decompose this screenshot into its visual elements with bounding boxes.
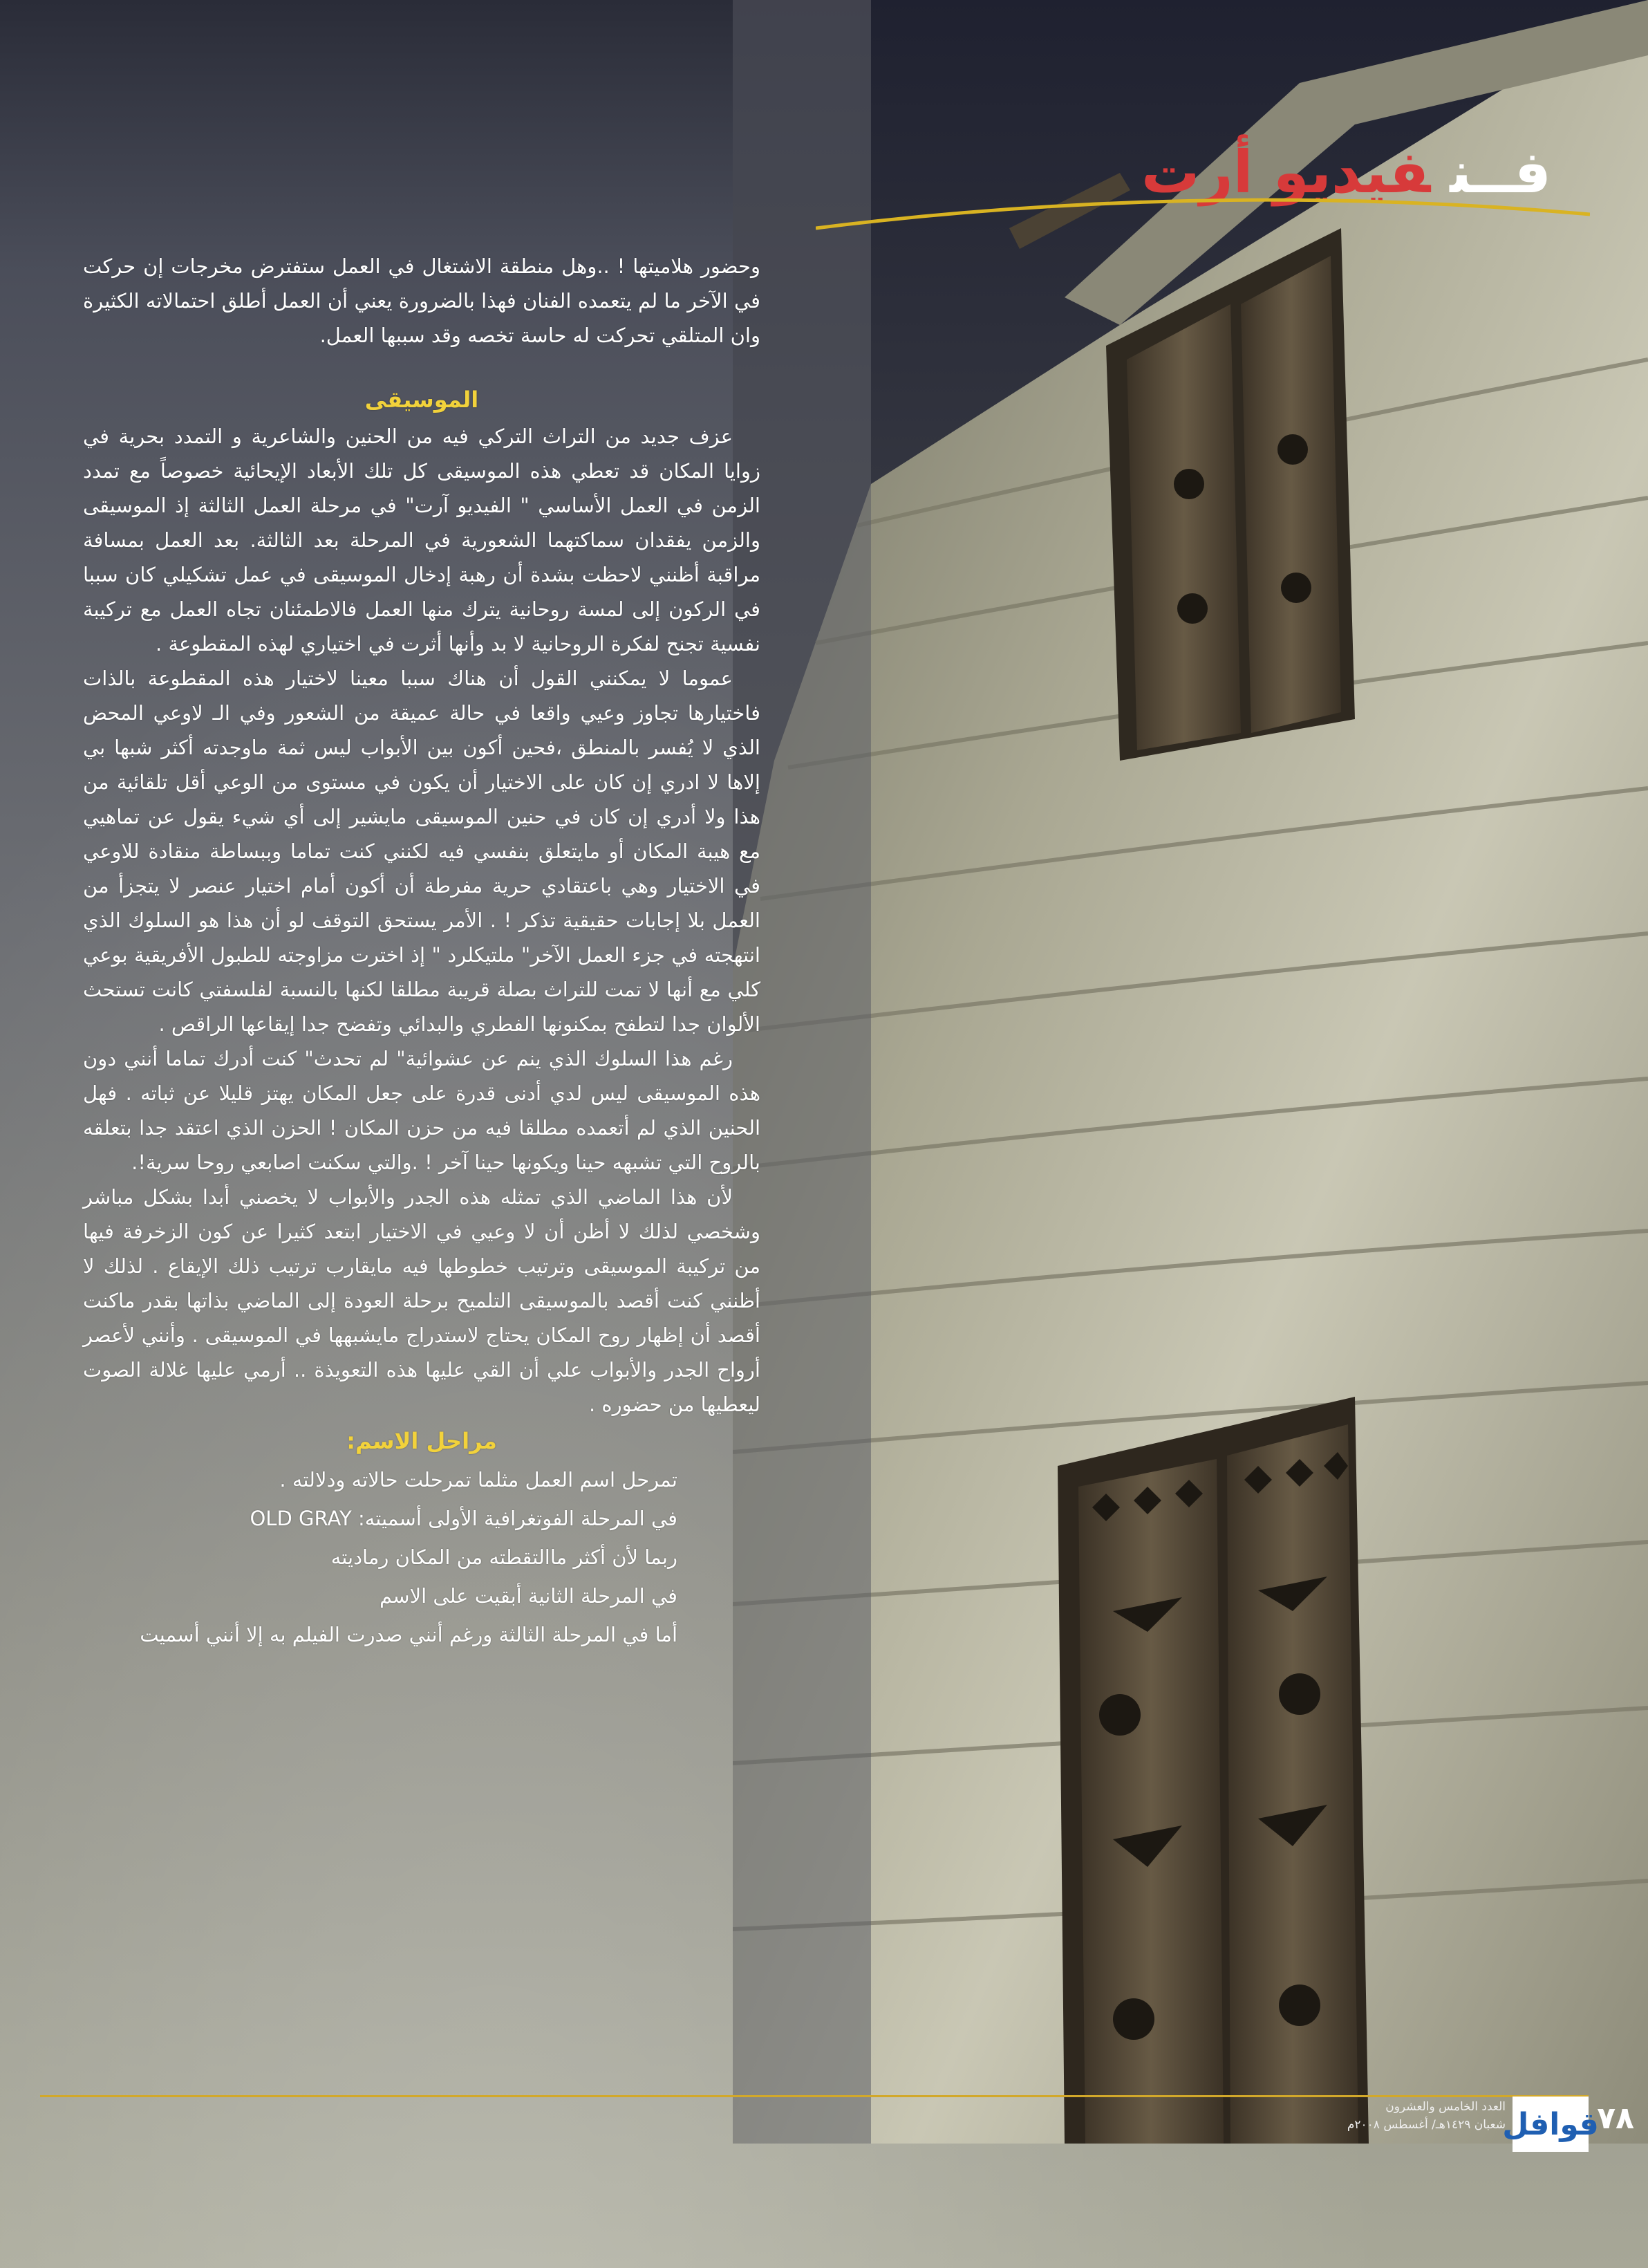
- issue-number: العدد الخامس والعشرون: [1385, 2100, 1506, 2114]
- stages-line: أما في المرحلة الثالثة ورغم أنني صدرت الفيلم به إلا أنني أسميت: [140, 1623, 677, 1646]
- building-photo: [733, 0, 1648, 2144]
- music-paragraph: رغم هذا السلوك الذي ينم عن عشوائية" لم تحدث" كنت أدرك تماما أنني دون هذه الموسيقى ليس لدي أدنى قدرة على جعل المكان يهتز قليلا عن ثباته . فهل الحنين الذي لم أتعمده مطلقا فيه من حزن المكان ! الحزن الذي اعتقد جدا بتعلقه بالروح التي تشبهه حينا ويكونها حينا آخر ! .والتي سكنت اصابعي روحا سرية!.: [83, 1047, 760, 1174]
- stages-list: [83, 1460, 760, 1654]
- issue-date: شعبان ١٤٢٩هـ/ أغسطس ٢٠٠٨م: [1347, 2118, 1506, 2132]
- music-paragraph: عموما لا يمكنني القول أن هناك سببا معينا لاختيار هذه المقطوعة بالذات فاختيارها تجاوز وعيي واقعا في حالة عميقة من الشعور وفي الـ لاوعي المحض الذي لا يُفسر بالمنطق ،فحين أكون بين الأبواب ليس ثمة ماوجدته أكثر شبها بي إلاها لا ادري إن كان على الاختيار أن يكون في مستوى من الوعي أقل تلقائية من هذا ولا أدري إن كان في حنين الموسيقى مايشير إلى أي شيء يقول عن تماهيي مع هيبة المكان أو مايتعلق بنفسي فيه لكنني كنت تماما وببساطة منقادة للاوعي في الاختيار وهي باعتقادي حرية مفرطة أن أكون أمام اختيار عنصر لا يتجزأ من العمل بلا إجابات حقيقية تذكر ! . الأمر يستحق التوقف لو أن هذا هو السلوك الذي انتهجته في جزء العمل الآخر" ملتيكلرد " إذ اخترت مزاوجته للطبول الأفريقية بوعي كلي مع أنها لا تمت للتراث بصلة قريبة مطلقا لكنها بالنسبة لفلسفتي كانت تستحث الألوان جدا لتطفح بمكنونها الفطري والبدائي وتفضح جدا إيقاعها الراقص .: [83, 667, 760, 1036]
- music-paragraph: لأن هذا الماضي الذي تمثله هذه الجدر والأبواب لا يخصني أبدا بشكل مباشر وشخصي لذلك لا أظن أن لا وعيي في الاختيار ابتعد كثيرا عن كون الزخرفة فيها من تركيبة الموسيقى وترتيب خطوطها فيه مايقارب ترتيب ذلك الإيقاع . لذلك لا أظنني كنت أقصد بالموسيقى التلميح برحلة العودة إلى الماضي بذاتها بقدر ماكنت أقصد أن إظهار روح المكان يحتاج لاستدراج مايشبهها في الموسيقى . وأنني لأعصر أرواح الجدر والأبواب علي أن القي عليها هذه التعويذة .. أرمي عليها غلالة الصوت ليعطيها من حضوره .: [83, 1185, 760, 1416]
- magazine-logo-text: قوافل: [1502, 2106, 1599, 2142]
- building-photo-illustration: [733, 0, 1648, 2144]
- section-title-word-1: فــن: [1450, 138, 1551, 206]
- magazine-logo: [1502, 2097, 1599, 2152]
- intro-paragraph: وحضور هلاميتها ! ..وهل منطقة الاشتغال في العمل ستفترض مخرجات إن حركت في الآخر ما لم يتعمده الفنان فهذا بالضرورة يعني أن العمل أطلق احتمالاته الكثيرة وان المتلقي تحركت له حاسة تخصه وقد سببها العمل.: [83, 254, 760, 347]
- stages-line: ربما لأن أكثر ماالتقطته من المكان رماديته: [330, 1545, 677, 1569]
- stages-line: تمرحل اسم العمل مثلما تمرحلت حالاته ودلالته .: [279, 1468, 677, 1491]
- page-number: ٧٨: [1597, 2101, 1634, 2136]
- article-body: [83, 249, 760, 2047]
- heading-stages: مراحل الاسم:: [346, 1428, 497, 1454]
- stages-line: في المرحلة الفوتغرافية الأولى أسميته: OLD GRAY: [250, 1507, 677, 1530]
- issue-info: [1312, 2098, 1506, 2134]
- music-paragraph: عزف جديد من التراث التركي فيه من الحنين والشاعرية و التمدد بحرية في زوايا المكان قد تعطي هذه الموسيقى كل تلك الأبعاد الإيحائية خصوصاً مع تمدد الزمن في العمل الأساسي " الفيديو آرت" في مرحلة العمل الثالثة إذ الموسيقى والزمن يفقدان سماكتهما الشعورية في المرحلة بعد الثالثة. بعد العمل بمسافة مراقبة أظنني لاحظت بشدة أن رهبة إدخال الموسيقى في عمل تشكيلي كان سببا في الركون إلى لمسة روحانية يترك منها العمل فالاطمئنان تجاه العمل مع تركيبة نفسية تجنح لفكرة الروحانية لا بد وأنها أثرت في اختياري لهذه المقطوعة .: [83, 425, 760, 656]
- heading-music: الموسيقى: [364, 387, 479, 413]
- stages-line: في المرحلة الثانية أبقيت على الاسم: [379, 1584, 677, 1608]
- title-swoosh: [816, 187, 1590, 235]
- page-footer: [1289, 2088, 1648, 2164]
- section-title-word-2: فيديو أرت: [1141, 138, 1431, 206]
